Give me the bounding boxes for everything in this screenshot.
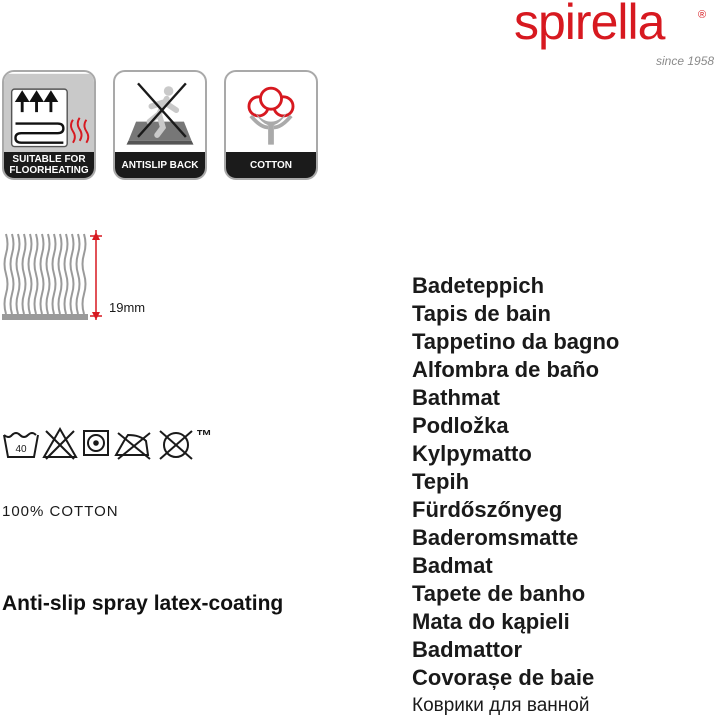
badge-caption: SUITABLE FOR FLOORHEATING — [4, 152, 94, 178]
brand-logo — [514, 0, 714, 52]
wash-40-icon — [4, 433, 38, 457]
floorheating-icon — [4, 72, 94, 156]
svg-text:40: 40 — [15, 444, 27, 455]
badge-antislip — [113, 70, 207, 180]
badge-caption: ANTISLIP BACK — [115, 152, 205, 178]
product-name: Kylpymatto — [412, 441, 532, 466]
no-bleach-icon — [44, 429, 76, 459]
registered-mark: ® — [698, 9, 707, 21]
badge-cotton — [224, 70, 318, 180]
product-name: Tapete de banho — [412, 581, 586, 606]
product-names-list — [412, 272, 712, 720]
tumble-dry-icon — [84, 431, 108, 455]
badge-caption: COTTON — [226, 152, 316, 178]
no-iron-icon — [116, 433, 150, 459]
coating-text: Anti-slip spray latex-coating — [2, 592, 284, 615]
product-name: Tappetino da bagno — [412, 329, 620, 354]
product-name: Alfombra de baño — [412, 357, 600, 382]
product-name: Badmat — [412, 553, 493, 578]
product-name: Covorașe de baie — [412, 665, 595, 690]
no-dryclean-icon — [160, 431, 192, 459]
cotton-icon — [226, 72, 316, 156]
antislip-icon — [115, 72, 205, 156]
product-name: Tapis de bain — [412, 301, 551, 326]
product-name: Bathmat — [412, 385, 501, 410]
pile-height-icon — [2, 228, 120, 324]
care-symbols — [0, 421, 230, 465]
product-name: Коврики для ванной — [412, 695, 590, 716]
product-name: Fürdőszőnyeg — [412, 497, 563, 522]
material-text: 100% COTTON — [2, 503, 119, 520]
pile-height-label: 19mm — [109, 300, 146, 315]
product-name: Badmattor — [412, 637, 523, 662]
trademark-symbol: ™ — [196, 428, 212, 445]
since-text: since 1958 — [656, 54, 715, 68]
product-name: Tepih — [412, 469, 470, 494]
logo-text: spirella — [514, 0, 665, 50]
product-name: Baderomsmatte — [412, 525, 579, 550]
badge-floorheating — [2, 70, 96, 180]
product-name: Mata do kąpieli — [412, 609, 570, 634]
product-name: Podložka — [412, 413, 509, 438]
product-name: Badeteppich — [412, 273, 545, 298]
